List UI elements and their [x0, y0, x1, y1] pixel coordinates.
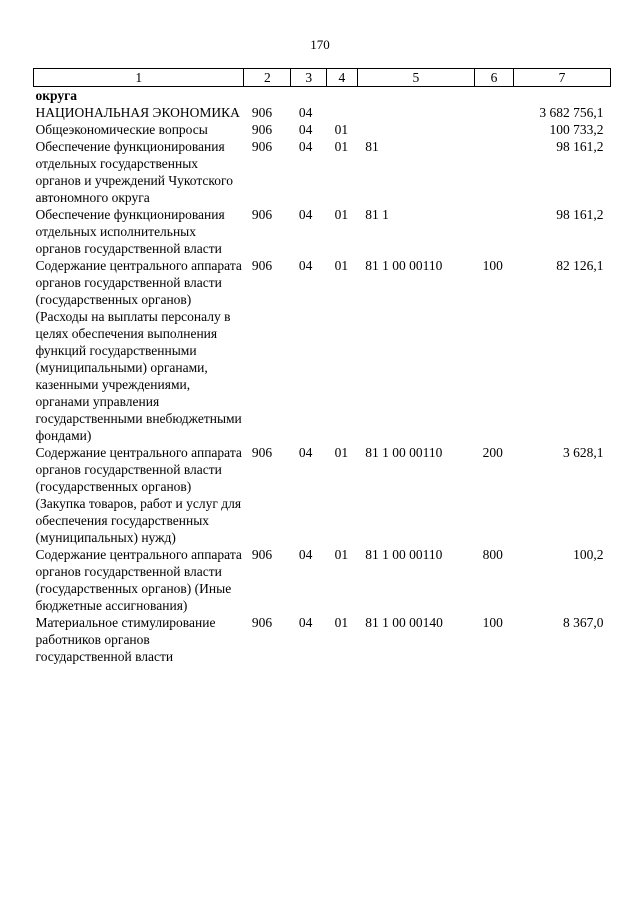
table-row — [34, 87, 611, 105]
row-col-5: 81 1 00 00140 — [365, 615, 443, 630]
row-col-6: 100 — [482, 258, 503, 273]
row-col-3: 04 — [298, 139, 313, 154]
row-name: Общеэкономические вопросы — [35, 122, 208, 137]
table-row — [34, 257, 611, 444]
row-col-5 — [357, 104, 474, 121]
table-row — [34, 614, 611, 665]
row-col-6: 200 — [482, 445, 503, 460]
row-col-2: 906 — [251, 207, 273, 222]
row-col-7: 98 161,2 — [556, 139, 604, 154]
header-col-2: 2 — [244, 69, 291, 87]
row-col-3: 04 — [298, 258, 313, 273]
row-col-6 — [475, 206, 514, 257]
row-name: Обеспечение функционирования отдельных государственных органов и учреждений Чукотского автономного округа — [35, 139, 233, 205]
row-col-6 — [475, 104, 514, 121]
row-col-3 — [291, 87, 327, 105]
table-row — [34, 546, 611, 614]
row-col-5 — [357, 121, 474, 138]
row-col-7: 100,2 — [573, 547, 604, 562]
row-col-2: 906 — [251, 105, 273, 120]
table-row — [34, 206, 611, 257]
row-name: Содержание центрального аппарата органов государственной власти (государственных органов) (Иные бюджетные ассигнования) — [35, 547, 242, 613]
row-col-4 — [327, 104, 358, 121]
row-col-2 — [244, 87, 291, 105]
table-row — [34, 138, 611, 206]
row-col-3: 04 — [298, 207, 313, 222]
row-col-3: 04 — [298, 122, 313, 137]
row-col-7: 98 161,2 — [556, 207, 604, 222]
header-col-3: 3 — [291, 69, 327, 87]
row-col-5 — [357, 87, 474, 105]
row-col-4: 01 — [334, 207, 349, 222]
row-name: Обеспечение функционирования отдельных исполнительных органов государственной власти — [35, 207, 225, 256]
row-col-6 — [475, 121, 514, 138]
row-col-4: 01 — [334, 445, 349, 460]
row-col-4: 01 — [334, 547, 349, 562]
row-col-3: 04 — [298, 445, 313, 460]
header-col-6: 6 — [475, 69, 514, 87]
row-col-5: 81 1 — [365, 207, 389, 222]
row-col-6 — [475, 87, 514, 105]
header-col-7: 7 — [513, 69, 610, 87]
table-header-row — [34, 69, 611, 87]
row-col-2: 906 — [251, 139, 273, 154]
row-col-6 — [475, 138, 514, 206]
table-row — [34, 444, 611, 546]
row-col-3: 04 — [298, 547, 313, 562]
row-col-4: 01 — [334, 615, 349, 630]
row-col-7: 3 682 756,1 — [539, 105, 604, 120]
budget-table — [33, 68, 611, 665]
header-col-1: 1 — [34, 69, 244, 87]
row-col-5: 81 1 00 00110 — [365, 547, 443, 562]
row-col-7 — [513, 87, 610, 105]
row-col-6: 100 — [482, 615, 503, 630]
row-col-2: 906 — [251, 122, 273, 137]
row-col-2: 906 — [251, 615, 273, 630]
row-col-4: 01 — [334, 122, 349, 137]
row-name: Содержание центрального аппарата органов государственной власти (государственных органов) (Закупка товаров, работ и услуг для обеспечения государственных (муниципальных) нужд) — [35, 445, 242, 545]
row-col-2: 906 — [251, 258, 273, 273]
row-col-4: 01 — [334, 258, 349, 273]
row-col-7: 82 126,1 — [556, 258, 604, 273]
header-col-5: 5 — [357, 69, 474, 87]
row-col-7: 8 367,0 — [563, 615, 604, 630]
row-col-2: 906 — [251, 547, 273, 562]
row-name: НАЦИОНАЛЬНАЯ ЭКОНОМИКА — [35, 105, 240, 120]
row-col-4 — [327, 87, 358, 105]
row-col-7: 3 628,1 — [563, 445, 604, 460]
header-col-4: 4 — [327, 69, 358, 87]
row-col-5: 81 1 00 00110 — [365, 258, 443, 273]
row-name: Материальное стимулирование работников органов государственной власти — [35, 615, 216, 664]
table-row — [34, 121, 611, 138]
row-col-5: 81 1 00 00110 — [365, 445, 443, 460]
row-name: Содержание центрального аппарата органов государственной власти (государственных органов) (Расходы на выплаты персоналу в целях обеспечения выполнения функций государственными (муниципальными) органами, казенными учреждениями, органами управления государственными внебюджетными фондами) — [35, 258, 242, 443]
row-col-5: 81 — [365, 139, 379, 154]
row-col-3: 04 — [298, 105, 313, 120]
page-number: 170 — [310, 37, 330, 52]
table-row — [34, 104, 611, 121]
row-col-3: 04 — [298, 615, 313, 630]
row-col-2: 906 — [251, 445, 273, 460]
row-col-4: 01 — [334, 139, 349, 154]
row-name: округа — [35, 88, 77, 103]
row-col-7: 100 733,2 — [549, 122, 604, 137]
row-col-6: 800 — [482, 547, 503, 562]
